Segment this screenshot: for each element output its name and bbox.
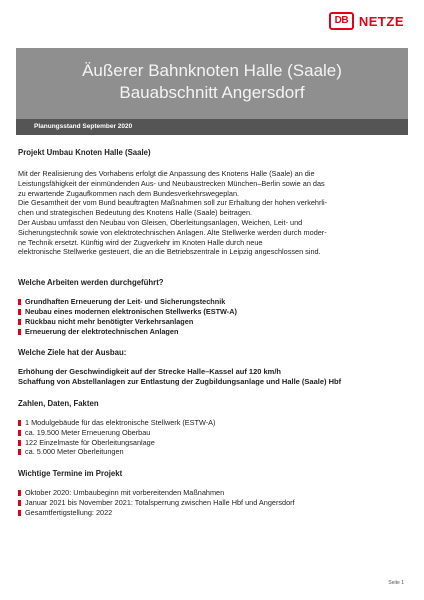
goals-heading: Welche Ziele hat der Ausbau: (18, 348, 127, 358)
description-line: Die Gesamtheit der vom Bund beauftragten Maßnahmen soll zur Erhaltung der hohen verkehrli- (18, 198, 328, 208)
facts-heading: Zahlen, Daten, Fakten (18, 398, 99, 408)
netze-wordmark: NETZE (358, 13, 404, 29)
list-item: Grundhaften Erneuerung der Leit- und Sicherungstechnik (18, 297, 408, 307)
description-line: elektronische Stellwerke gesteuert, die an die Betriebszentrale in Leipzig angeschlossen sind. (18, 247, 321, 257)
description-line: zu erwartende Zugaufkommen nach dem Bundesverkehrswegeplan. (18, 188, 240, 198)
planning-status: Planungsstand September 2020 (34, 123, 133, 130)
description-line: Sicherungstechnik sowie von elektrotechnischen Anlagen. Alte Stellwerke werden durch moder- (18, 227, 327, 237)
project-description (18, 169, 408, 257)
works-list (18, 297, 408, 336)
status-strip (16, 119, 408, 135)
works-heading: Welche Arbeiten werden durchgeführt? (18, 278, 164, 288)
page-title (16, 60, 408, 104)
list-item: 1 Modulgebäude für das elektronische Stellwerk (ESTW-A) (18, 418, 408, 428)
list-item: Neubau eines modernen elektronischen Stellwerks (ESTW-A) (18, 307, 408, 317)
dates-list (18, 488, 408, 517)
description-line: Mit der Realisierung des Vorhabens erfolgt die Anpassung des Knotens Halle (Saale) an die (18, 169, 315, 178)
list-item: Gesamtfertigstellung: 2022 (18, 508, 408, 518)
description-line: chen und strategischen Bedeutung des Knotens Halle (Saale) beitragen. (18, 208, 253, 218)
page-number: Seite 1 (388, 580, 404, 586)
goal-line: Erhöhung der Geschwindigkeit auf der Strecke Halle–Kassel auf 120 km/h (18, 367, 282, 377)
goals-list (18, 367, 408, 387)
db-logo-mark: DB (329, 12, 354, 30)
list-item: Rückbau nicht mehr benötigter Verkehrsanlagen (18, 317, 408, 327)
facts-list (18, 418, 408, 457)
description-line: ne Technik ersetzt. Künftig wird der Zugverkehr im Knoten Halle durch neue (18, 237, 263, 247)
project-heading: Projekt Umbau Knoten Halle (Saale) (18, 148, 151, 157)
title-banner (16, 48, 408, 123)
list-item: 122 Einzelmaste für Oberleitungsanlage (18, 438, 408, 448)
description-line: Leistungsfähigkeit der einmündenden Aus- und Neubaustrecken München–Berlin sowie an das (18, 178, 325, 188)
list-item: ca. 5.000 Meter Oberleitungen (18, 447, 408, 457)
list-item: Oktober 2020: Umbaubeginn mit vorbereitenden Maßnahmen (18, 488, 408, 498)
title-line-2: Bauabschnitt Angersdorf (119, 83, 305, 102)
db-netze-logo (329, 12, 404, 30)
list-item: ca. 19.500 Meter Erneuerung Oberbau (18, 428, 408, 438)
goal-line: Schaffung von Abstellanlagen zur Entlastung der Zugbildungsanlage und Halle (Saale) Hbf (18, 377, 342, 387)
list-item: Erneuerung der elektrotechnischen Anlagen (18, 327, 408, 337)
dates-heading: Wichtige Termine im Projekt (18, 469, 123, 479)
list-item: Januar 2021 bis November 2021: Totalsperrung zwischen Halle Hbf und Angersdorf (18, 498, 408, 508)
title-line-1: Äußerer Bahnknoten Halle (Saale) (82, 61, 342, 80)
description-line: Der Ausbau umfasst den Neubau von Gleisen, Oberleitungsanlagen, Weichen, Leit- und (18, 217, 303, 227)
document-body (18, 148, 408, 518)
